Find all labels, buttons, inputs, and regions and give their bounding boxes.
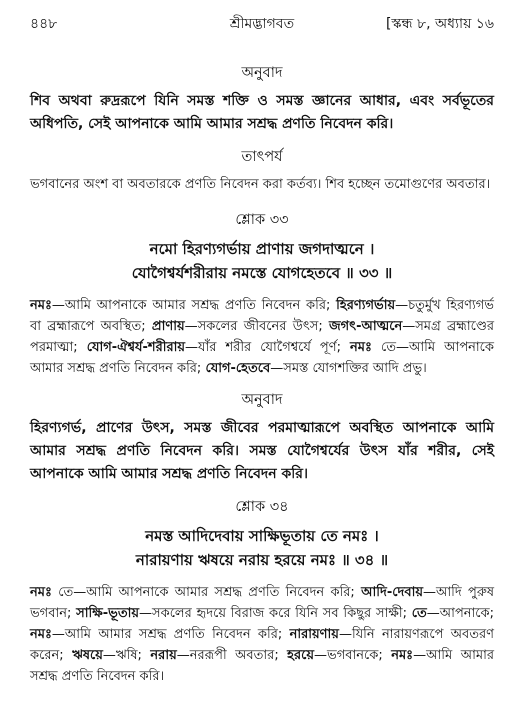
synonym-term: প্রাণায় — [151, 319, 185, 334]
purport-text: ভগবানের অংশ বা অবতারকে প্রণতি নিবেদন করা কর্তব্য। শিব হচ্ছেন তমোগুণের অবতার। — [30, 177, 491, 192]
synonym-term: নমঃ — [30, 298, 52, 313]
translation-heading: অনুবাদ — [241, 65, 283, 81]
synonym-term: সাক্ষি-ভূতায় — [76, 606, 140, 621]
translation-text: হিরণ্যগর্ভ, প্রাণের উৎস, সমস্ত জীবের পরমাত্মারূপে অবস্থিত আপনাকে আমি আমার সশ্রদ্ধ প্রণতি নিবেদন করি। সমস্ত যোগৈশ্বর্যের উৎস যাঁর শরীর, সেই আপনাকে আমি আমার সশ্রদ্ধ প্রণতি নিবেদন করি। — [30, 420, 494, 482]
verse-line: নারায়ণায় ঋষয়ে নরায় হরয়ে নমঃ ॥ ৩৪ ॥ — [135, 551, 389, 569]
synonym-term: ঋষয়ে — [72, 648, 103, 663]
synonym-meaning: —আমি আপনাকে আমার সশ্রদ্ধ প্রণতি নিবেদন করি; — [51, 298, 337, 313]
synonym-meaning: —সকলের জীবনের উৎস; — [184, 319, 330, 334]
synonym-meaning: —আপনাকে; — [426, 606, 494, 621]
verse-line: যোগৈশ্বর্যশরীরায় নমস্তে যোগহেতবে ॥ ৩৩ ॥ — [131, 264, 393, 282]
synonym-meaning: —ঋষি; — [102, 648, 151, 663]
verse-text — [30, 524, 494, 572]
book-title: শ্রীমদ্ভাগবত — [229, 16, 295, 32]
synonym-term: হরয়ে — [287, 648, 315, 663]
synonym-meaning: —সকলের হৃদয়ে বিরাজ করে যিনি সব কিছুর সাক্ষী; — [139, 606, 412, 621]
verse-heading: শ্লোক ৩৩ — [235, 212, 289, 228]
page-content — [30, 62, 494, 687]
synonym-term: জগৎ-আত্মনে — [329, 319, 403, 334]
translation-text: শিব অথবা রুদ্ররূপে যিনি সমস্ত শক্তি ও সমস্ত জ্ঞানের আধার, এবং সর্বভূতের অধিপতি, সেই আপনাকে আমি আমার সশ্রদ্ধ প্রণতি নিবেদন করি। — [30, 93, 494, 132]
synonym-meaning: —চতুর্মুখ হিরণ্যগর্ভ বা ব্রহ্মারূপে অবস্থিত; — [30, 298, 494, 334]
synonym-meaning: —নররূপী অবতার; — [176, 648, 288, 663]
verse-line: নমো হিরণ্যগর্ভায় প্রাণায় জগদাত্মনে । — [149, 240, 375, 258]
synonym-meaning: তে—আমি আপনাকে আমার সশ্রদ্ধ প্রণতি নিবেদন করি; — [30, 340, 494, 376]
verse-heading: শ্লোক ৩৪ — [235, 499, 289, 515]
page-header — [30, 12, 494, 34]
word-synonyms — [30, 582, 494, 687]
translation-heading: অনুবাদ — [241, 392, 283, 408]
synonym-meaning: —ভগবানকে; — [314, 648, 392, 663]
synonym-meaning: —আদি পুরুষ ভগবান; — [30, 585, 495, 621]
synonym-term: যোগ-ঐশ্বর্য-শরীরায় — [86, 340, 186, 355]
synonym-term: হিরণ্যগর্ভায় — [336, 298, 396, 313]
synonym-term: আদি-দেবায় — [361, 585, 424, 600]
verse-text — [30, 237, 494, 285]
synonym-meaning: —যাঁর শরীর যোগৈশ্বর্যে পূর্ণ; — [185, 340, 351, 355]
synonym-term: যোগ-হেতবে — [205, 361, 271, 376]
verse-line: নমস্ত আদিদেবায় সাক্ষিভূতায় তে নমঃ । — [145, 527, 379, 545]
synonym-meaning: —সমগ্র ব্রহ্মাণ্ডের পরমাত্মা; — [30, 319, 495, 355]
purport-heading: তাৎপর্য — [241, 149, 283, 165]
synonym-term: নারায়ণায় — [289, 627, 339, 642]
word-synonyms — [30, 295, 494, 379]
synonym-meaning: —আমি আমার সশ্রদ্ধ প্রণতি নিবেদন করি। — [30, 648, 495, 684]
synonym-term: নমঃ — [391, 648, 414, 663]
synonym-term: নমঃ — [350, 340, 372, 355]
synonym-meaning: তে—আমি আপনাকে আমার সশ্রদ্ধ প্রণতি নিবেদন করি; — [51, 585, 362, 600]
canto-chapter-label: [স্কন্ধ ৮, অধ্যায় ১৬ — [385, 16, 494, 32]
synonym-term: নমঃ — [30, 627, 52, 642]
synonym-meaning: —সমস্ত যোগশক্তির আদি প্রভু। — [270, 361, 427, 376]
synonym-meaning: —আমি আমার সশ্রদ্ধ প্রণতি নিবেদন করি; — [51, 627, 290, 642]
synonym-term: নরায় — [150, 648, 177, 663]
synonym-term: নমঃ — [30, 585, 52, 600]
synonym-term: তে — [411, 606, 427, 621]
synonym-meaning: —যিনি নারায়ণরূপে অবতরণ করেন; — [30, 627, 494, 663]
page-number: ৪৪৮ — [30, 16, 58, 32]
